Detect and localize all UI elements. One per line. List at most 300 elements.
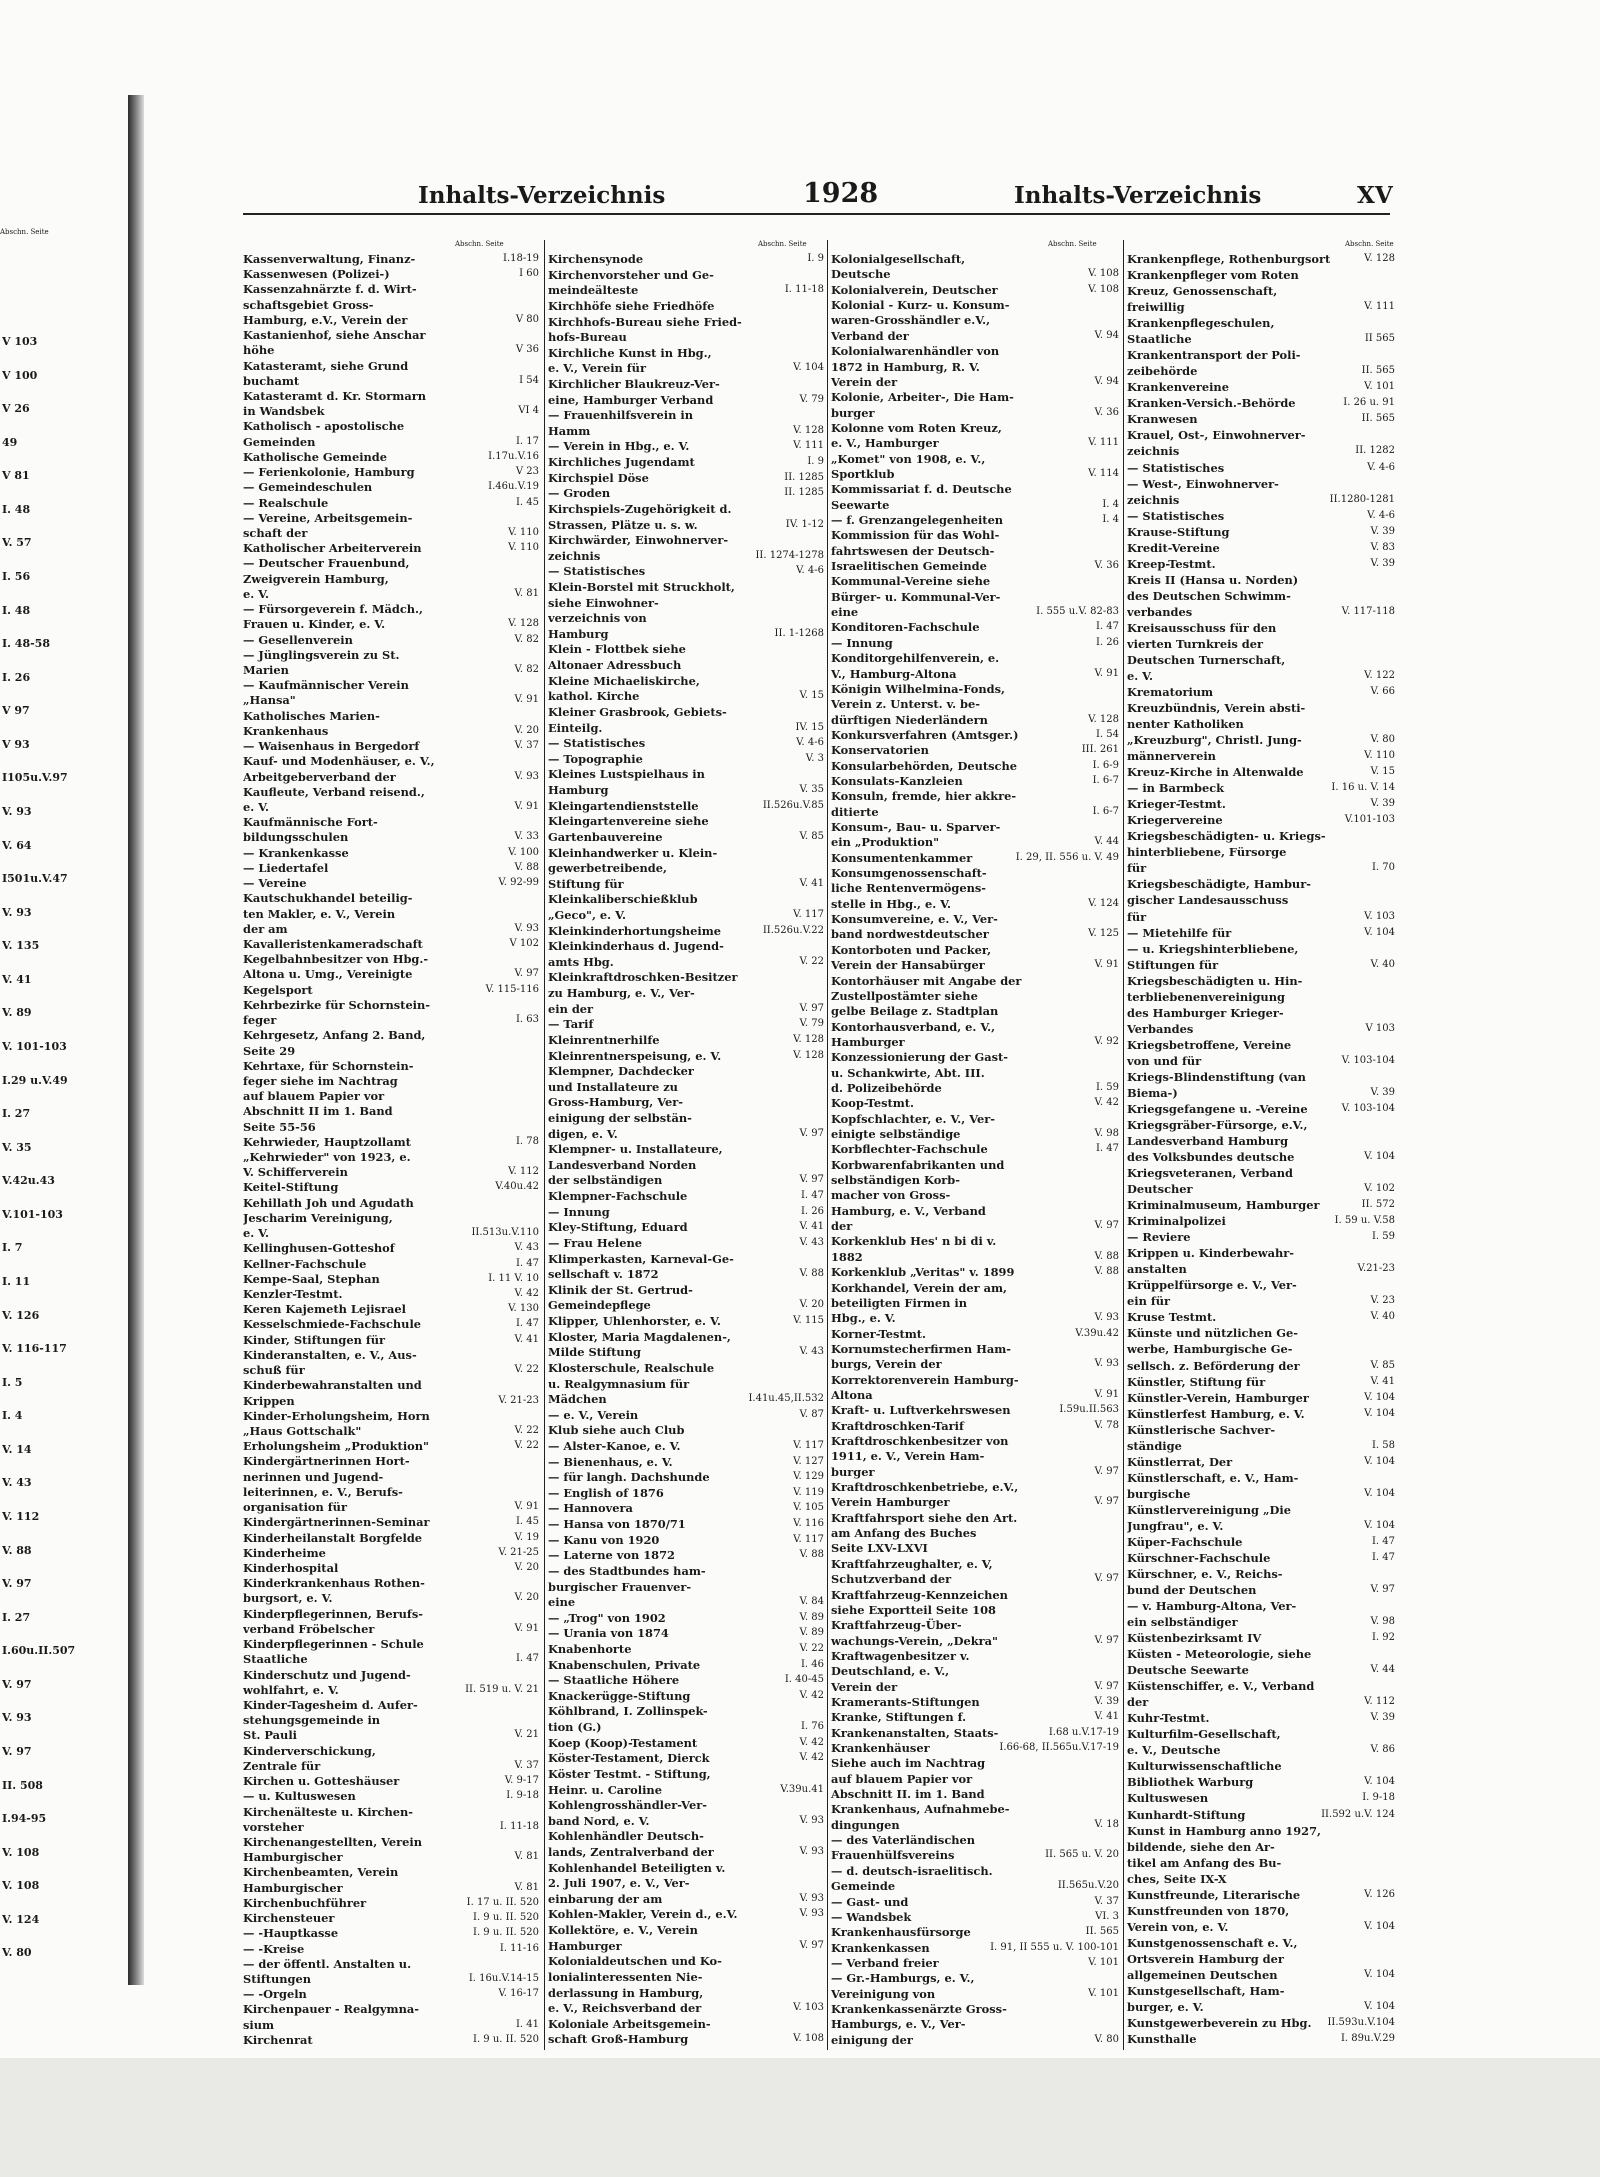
index-entry xyxy=(548,846,824,860)
entry-term: Kaufleute, Verband reisend., xyxy=(243,784,425,799)
index-entry xyxy=(548,377,824,391)
entry-term: Kraftfahrzeug-Über- xyxy=(831,1618,962,1633)
entry-term: Kontorhäuser mit Angabe der xyxy=(831,973,1022,988)
index-entry xyxy=(831,1664,1119,1678)
index-entry xyxy=(548,1720,824,1734)
index-entry xyxy=(831,774,1119,788)
index-entry xyxy=(243,1348,539,1362)
index-entry xyxy=(243,1104,539,1118)
left-page-ref: 49 xyxy=(2,435,18,449)
index-entry xyxy=(831,390,1119,404)
entry-page-ref: II.526u.V.85 xyxy=(760,799,824,813)
entry-term: — West-, Einwohnerver- xyxy=(1127,476,1279,491)
entry-term: zeichnis xyxy=(1127,444,1180,459)
entry-term: Kinder-Tagesheim d. Aufer- xyxy=(243,1697,418,1712)
index-entry xyxy=(548,1986,824,2000)
entry-term: Küstenbezirksamt IV xyxy=(1127,1631,1262,1646)
index-entry xyxy=(1127,1727,1395,1741)
entry-page-ref: V. 22 xyxy=(511,1424,539,1438)
index-entry xyxy=(243,1744,539,1758)
entry-term: Frauenhülfsvereins xyxy=(831,1848,955,1863)
entry-page-ref: V. 21 xyxy=(511,1728,539,1742)
index-entry xyxy=(831,559,1119,573)
entry-page-ref: V. 22 xyxy=(511,1363,539,1377)
index-entry xyxy=(1127,605,1395,619)
index-entry xyxy=(1127,781,1395,795)
index-entry xyxy=(548,1783,824,1797)
col-header: Abschn. Seite xyxy=(758,240,807,248)
index-entry xyxy=(831,1327,1119,1341)
entry-page-ref: V. 35 xyxy=(796,783,824,797)
entry-page-ref: V 36 xyxy=(513,343,539,357)
entry-term: ein für xyxy=(1127,1294,1171,1309)
index-entry xyxy=(831,1250,1119,1264)
index-entry xyxy=(243,967,539,981)
entry-page-ref: I. 91, II 555 u. V. 100-101 xyxy=(987,1941,1119,1955)
entry-page-ref: V. 104 xyxy=(1361,926,1395,940)
index-entry xyxy=(548,1658,824,1672)
index-entry xyxy=(1127,461,1395,475)
index-entry xyxy=(1127,893,1395,907)
entry-page-ref: V. 88 xyxy=(1091,1265,1119,1279)
entry-term: Kunst in Hamburg anno 1927, xyxy=(1127,1823,1321,1838)
entry-term: Krankenpfleger vom Roten xyxy=(1127,268,1299,282)
entry-term: Milde Stiftung xyxy=(548,1345,641,1360)
entry-page-ref: V. 66 xyxy=(1367,685,1395,699)
index-entry xyxy=(548,1673,824,1687)
left-page-ref: I. 5 xyxy=(2,1375,23,1389)
entry-term: Katholische Gemeinde xyxy=(243,449,388,464)
index-entry xyxy=(1127,252,1395,266)
entry-term: Arbeitgeberverband der xyxy=(243,769,396,784)
index-entry xyxy=(831,1987,1119,2001)
entry-term: einigung der selbstän- xyxy=(548,1111,692,1125)
index-entry xyxy=(831,1787,1119,1801)
left-page-ref: I. 27 xyxy=(2,1107,31,1121)
entry-term: Kley-Stiftung, Eduard xyxy=(548,1220,688,1235)
index-entry xyxy=(1127,990,1395,1004)
entry-page-ref: V. 40 xyxy=(1367,958,1395,972)
entry-term: eine, Hamburger Verband xyxy=(548,392,714,407)
left-page-ref: V. 14 xyxy=(2,1442,32,1456)
entry-term: Kleingartendienststelle xyxy=(548,798,699,813)
index-entry xyxy=(831,1188,1119,1202)
entry-term: Hamburgischer xyxy=(243,1880,343,1895)
entry-term: fahrtswesen der Deutsch- xyxy=(831,543,995,558)
index-entry xyxy=(1127,1615,1395,1629)
index-entry xyxy=(243,1911,539,1925)
entry-page-ref: V. 97 xyxy=(1091,1219,1119,1233)
left-page-ref: V. 97 xyxy=(2,1577,32,1591)
left-page-ref: I.94-95 xyxy=(2,1812,47,1826)
index-entry xyxy=(1127,749,1395,763)
entry-term: Verbandes xyxy=(1127,1021,1194,1036)
index-entry xyxy=(548,1423,824,1437)
entry-term: am Anfang des Buches xyxy=(831,1526,977,1541)
index-entry xyxy=(831,1281,1119,1295)
index-entry xyxy=(548,1954,824,1968)
index-entry xyxy=(548,1470,824,1484)
index-entry xyxy=(1127,1054,1395,1068)
entry-term: Kauf- und Modenhäuser, e. V., xyxy=(243,754,435,769)
entry-term: Seite 55-56 xyxy=(243,1119,316,1134)
index-entry xyxy=(548,1564,824,1578)
entry-term: zu Hamburg, e. V., Ver- xyxy=(548,986,695,1000)
entry-page-ref: I. 9 xyxy=(804,252,824,266)
entry-term: Krankenhäuser xyxy=(831,1741,930,1755)
entry-page-ref: V. 42 xyxy=(796,1751,824,1765)
entry-term: Kunstfreunde, Literarische xyxy=(1127,1887,1301,1902)
entry-term: — Vereine, Arbeitsgemein- xyxy=(243,510,413,525)
entry-page-ref: V. 81 xyxy=(511,1881,539,1895)
index-entry xyxy=(831,252,1119,266)
entry-term: Kleingartenvereine siehe xyxy=(548,814,709,829)
entry-page-ref: V. 20 xyxy=(511,1591,539,1605)
entry-page-ref: I.68 u.V.17-19 xyxy=(1046,1726,1119,1740)
index-entry xyxy=(831,1434,1119,1448)
header-rule xyxy=(243,213,1390,215)
entry-term: Kommission für das Wohl- xyxy=(831,528,1000,543)
entry-page-ref: V. 97 xyxy=(796,1002,824,1016)
entry-term: Kolonial - Kurz- u. Konsum- xyxy=(831,298,1010,313)
entry-page-ref: I. 555 u.V. 82-83 xyxy=(1033,605,1119,619)
entry-term: Abschnitt II im 1. Band xyxy=(243,1104,393,1119)
entry-term: Strassen, Plätze u. s. w. xyxy=(548,517,698,532)
entry-term: der xyxy=(831,1219,853,1234)
index-entry xyxy=(1127,541,1395,555)
index-entry xyxy=(1127,1647,1395,1661)
entry-term: Kulturwissenschaftliche xyxy=(1127,1759,1282,1774)
index-entry xyxy=(243,724,539,738)
entry-page-ref: V. 104 xyxy=(1361,2000,1395,2014)
entry-term: Kultuswesen xyxy=(1127,1791,1209,1806)
entry-term: feger siehe im Nachtrag xyxy=(243,1073,398,1088)
entry-page-ref: V. 22 xyxy=(511,1439,539,1453)
entry-term: Kranke, Stiftungen f. xyxy=(831,1710,967,1725)
index-entry xyxy=(243,1165,539,1179)
entry-term: e. V., Hamburger xyxy=(831,436,939,451)
entry-term: dürftigen Niederländern xyxy=(831,712,988,727)
column-divider xyxy=(1123,240,1124,2050)
index-entry xyxy=(831,2002,1119,2016)
index-entry xyxy=(1127,1166,1395,1180)
left-page-ref: V 97 xyxy=(2,704,30,718)
entry-term: höhe xyxy=(243,343,275,358)
index-entry xyxy=(1127,2032,1395,2046)
entry-term: — Statistisches xyxy=(548,564,646,579)
index-entry xyxy=(1127,717,1395,731)
index-entry xyxy=(243,1850,539,1864)
entry-term: gelbe Beilage z. Stadtplan xyxy=(831,1004,999,1019)
entry-page-ref: V. 4-6 xyxy=(1364,509,1395,523)
index-entry xyxy=(831,1142,1119,1156)
entry-term: und Installateure zu xyxy=(548,1079,678,1094)
index-entry xyxy=(548,908,824,922)
index-entry xyxy=(1127,1342,1395,1356)
entry-page-ref: V. 117-118 xyxy=(1339,605,1395,619)
index-entry xyxy=(831,866,1119,880)
index-entry xyxy=(548,549,824,563)
index-entry xyxy=(548,1829,824,1843)
index-entry xyxy=(831,1848,1119,1862)
entry-term: Kinderkrankenhaus Rothen- xyxy=(243,1576,425,1591)
entry-term: Gemeinden xyxy=(243,434,316,449)
index-entry xyxy=(243,465,539,479)
entry-term: Kindergärtnerinnen Hort- xyxy=(243,1454,410,1469)
entry-term: ein „Produktion" xyxy=(831,835,940,850)
index-entry xyxy=(548,1501,824,1515)
index-entry xyxy=(831,1941,1119,1955)
entry-term: buchamt xyxy=(243,373,300,388)
entry-term: Kriminalmuseum, Hamburger xyxy=(1127,1198,1320,1213)
index-entry xyxy=(548,955,824,969)
index-entry xyxy=(548,799,824,813)
entry-term: Kraftdroschkenbesitzer von xyxy=(831,1434,1009,1448)
entry-term: Kesselschmiede-Fachschule xyxy=(243,1317,422,1332)
index-entry xyxy=(831,620,1119,634)
entry-term: Kirchwärder, Einwohnerver- xyxy=(548,533,729,548)
entry-term: — Staatliche Höhere xyxy=(548,1673,680,1688)
entry-term: Altonaer Adressbuch xyxy=(548,658,682,673)
entry-page-ref: V. 91 xyxy=(511,693,539,707)
index-entry xyxy=(548,1049,824,1063)
index-entry xyxy=(1127,396,1395,410)
entry-term: Landesverband Hamburg xyxy=(1127,1134,1289,1148)
index-entry xyxy=(548,970,824,984)
entry-term: Kavalleristenkameradschaft xyxy=(243,936,423,951)
entry-term: schaftsgebiet Gross- xyxy=(243,297,374,312)
entry-term: Kredit-Vereine xyxy=(1127,540,1220,555)
book-gutter xyxy=(128,95,144,1985)
entry-term: Kinderverschickung, xyxy=(243,1743,376,1758)
entry-page-ref: V. 108 xyxy=(1085,267,1119,281)
entry-term: Kirchensynode xyxy=(548,252,644,266)
entry-term: Korner-Testmt. xyxy=(831,1326,926,1341)
entry-term: Künstlervereinigung „Die xyxy=(1127,1502,1291,1517)
entry-term: — Innung xyxy=(548,1204,610,1219)
entry-term: — e. V., Verein xyxy=(548,1407,639,1422)
entry-page-ref: V. 97 xyxy=(1367,1583,1395,1597)
entry-term: in Wandsbek xyxy=(243,404,325,419)
entry-term: Korkhandel, Verein der am, xyxy=(831,1280,1007,1295)
entry-term: gewerbetreibende, xyxy=(548,861,667,876)
index-entry xyxy=(1127,1278,1395,1292)
entry-term: „Hansa" xyxy=(243,693,296,708)
entry-term: — Kanu von 1920 xyxy=(548,1532,660,1547)
entry-term: terbliebenenvereinigung xyxy=(1127,989,1285,1004)
entry-term: Gross-Hamburg, Ver- xyxy=(548,1095,683,1110)
entry-term: auf blauem Papier vor xyxy=(243,1089,385,1104)
index-entry xyxy=(243,1180,539,1194)
entry-term: Hamburg xyxy=(548,626,609,641)
index-entry xyxy=(831,1603,1119,1617)
entry-term: Verein z. Unterst. v. be- xyxy=(831,697,980,712)
index-entry xyxy=(831,1158,1119,1172)
entry-term: Erholungsheim „Produktion" xyxy=(243,1439,429,1454)
entry-page-ref: V. 41 xyxy=(1091,1710,1119,1724)
index-entry xyxy=(548,674,824,688)
left-page-ref: V. 112 xyxy=(2,1510,40,1523)
index-entry xyxy=(243,1942,539,1956)
entry-page-ref: V. 108 xyxy=(790,2032,824,2046)
index-entry xyxy=(831,1741,1119,1755)
entry-page-ref: V. 104 xyxy=(1361,1407,1395,1421)
index-entry xyxy=(1127,428,1395,442)
index-entry xyxy=(831,1173,1119,1187)
entry-term: Klempner- u. Installateure, xyxy=(548,1142,723,1157)
index-entry xyxy=(548,658,824,672)
index-entry xyxy=(548,1814,824,1828)
index-entry xyxy=(831,528,1119,542)
entry-term: Marien xyxy=(243,662,289,677)
index-entry xyxy=(831,1449,1119,1463)
index-entry xyxy=(243,1120,539,1134)
index-entry xyxy=(548,1127,824,1141)
index-entry xyxy=(1127,653,1395,667)
page-title-left: Inhalts-Verzeichnis xyxy=(418,182,666,209)
index-entry xyxy=(548,1923,824,1937)
entry-term: hinterbliebene, Fürsorge xyxy=(1127,845,1287,860)
entry-term: Kloster, Maria Magdalenen-, xyxy=(548,1329,731,1344)
index-entry xyxy=(243,678,539,692)
index-entry xyxy=(548,814,824,828)
entry-page-ref: V. 112 xyxy=(505,1165,539,1179)
entry-page-ref: I 54 xyxy=(516,374,539,388)
entry-term: — Realschule xyxy=(243,495,329,510)
index-entry xyxy=(831,2017,1119,2031)
entry-term: Kirchen u. Gotteshäuser xyxy=(243,1774,400,1788)
index-entry xyxy=(831,743,1119,757)
index-entry xyxy=(831,1802,1119,1816)
entry-page-ref: V. 37 xyxy=(511,739,539,753)
entry-page-ref: V. 36 xyxy=(1091,559,1119,573)
entry-term: Klosterschule, Realschule xyxy=(548,1360,715,1375)
entry-page-ref: V. 39 xyxy=(1367,1086,1395,1100)
entry-term: — Wandsbek xyxy=(831,1909,912,1924)
entry-term: des Volksbundes deutsche xyxy=(1127,1150,1295,1164)
index-entry xyxy=(831,1756,1119,1770)
index-entry xyxy=(831,1342,1119,1356)
entry-term: — English of 1876 xyxy=(548,1485,664,1500)
entry-page-ref: I.59u.II.563 xyxy=(1056,1403,1119,1417)
entry-term: des Deutschen Schwimm- xyxy=(1127,588,1291,603)
index-entry xyxy=(1127,573,1395,587)
entry-term: Kolonie, Arbeiter-, Die Ham- xyxy=(831,390,1014,405)
entry-term: ein der xyxy=(548,1001,594,1016)
entry-term: verzeichnis von xyxy=(548,611,647,626)
entry-term: — d. deutsch-israelitisch. xyxy=(831,1863,993,1878)
index-entry xyxy=(831,1541,1119,1555)
entry-term: Kulturfilm-Gesellschaft, xyxy=(1127,1727,1281,1742)
entry-term: macher von Gross- xyxy=(831,1188,951,1203)
left-page-ref: V. 88 xyxy=(2,1543,32,1557)
entry-term: Knabenschulen, Private xyxy=(548,1657,701,1672)
entry-term: Deutschen Turnerschaft, xyxy=(1127,652,1286,667)
index-entry xyxy=(548,268,824,282)
index-entry xyxy=(548,486,824,500)
entry-term: Konsumentenkammer xyxy=(831,850,973,865)
entry-page-ref: V. 91 xyxy=(1091,958,1119,972)
entry-term: Konsulats-Kanzleien xyxy=(831,773,963,788)
entry-term: Kohlengrosshändler-Ver- xyxy=(548,1798,707,1813)
entry-term: Hamm xyxy=(548,423,591,438)
left-page-ref: V. 126 xyxy=(2,1308,40,1322)
entry-term: Jungfrau", e. V. xyxy=(1127,1518,1224,1533)
entry-term: meindeälteste xyxy=(548,283,639,298)
index-entry xyxy=(548,736,824,750)
entry-term: Kommissariat f. d. Deutsche xyxy=(831,482,1012,497)
entry-page-ref: V. 85 xyxy=(796,830,824,844)
index-entry xyxy=(1127,669,1395,683)
index-entry xyxy=(831,1127,1119,1141)
entry-page-ref: V. 18 xyxy=(1091,1818,1119,1832)
index-entry xyxy=(548,689,824,703)
entry-page-ref: V. 44 xyxy=(1367,1663,1395,1677)
entry-page-ref: V. 103-104 xyxy=(1339,1054,1395,1068)
entry-term: Kirchspiel Döse xyxy=(548,470,649,485)
entry-term: — Urania von 1874 xyxy=(548,1626,669,1641)
entry-term: e. V., Verein für xyxy=(548,361,646,376)
entry-page-ref: V. 111 xyxy=(1085,436,1119,450)
entry-term: organisation für xyxy=(243,1500,347,1515)
index-entry xyxy=(243,1820,539,1834)
entry-page-ref: V. 111 xyxy=(790,439,824,453)
entry-page-ref: V. 15 xyxy=(796,689,824,703)
entry-term: Küper-Fachschule xyxy=(1127,1534,1243,1549)
index-entry xyxy=(243,2002,539,2016)
index-entry xyxy=(831,835,1119,849)
index-entry xyxy=(243,1470,539,1484)
index-entry xyxy=(831,912,1119,926)
col-header: Abschn. Seite xyxy=(1345,240,1394,248)
entry-page-ref: V. 122 xyxy=(1361,669,1395,683)
index-entry xyxy=(1127,926,1395,940)
entry-page-ref: V. 97 xyxy=(1091,1680,1119,1694)
entry-term: Kinderheilanstalt Borgfelde xyxy=(243,1530,423,1545)
index-entry xyxy=(243,1378,539,1392)
index-entry xyxy=(548,1189,824,1203)
entry-term: — Hannovera xyxy=(548,1501,633,1516)
page-year: 1928 xyxy=(803,178,879,209)
entry-term: von und für xyxy=(1127,1053,1202,1068)
entry-term: Kunstgenossenschaft e. V., xyxy=(1127,1935,1298,1950)
entry-term: Kinderpflegerinnen - Schule xyxy=(243,1637,424,1652)
index-entry xyxy=(1127,1920,1395,1934)
entry-term: Kindergärtnerinnen-Seminar xyxy=(243,1515,430,1530)
entry-term: ten Makler, e. V., Verein xyxy=(243,906,396,921)
entry-page-ref: V. 20 xyxy=(511,724,539,738)
entry-term: Knabenhorte xyxy=(548,1641,632,1656)
index-entry xyxy=(243,1622,539,1636)
index-entry xyxy=(243,998,539,1012)
index-entry xyxy=(243,389,539,403)
index-entry xyxy=(1127,300,1395,314)
index-entry xyxy=(548,1533,824,1547)
index-entry xyxy=(243,1074,539,1088)
entry-term: Kleinrentnerhilfe xyxy=(548,1032,660,1047)
entry-term: Klinik der St. Gertrud- xyxy=(548,1282,693,1297)
entry-term: feger xyxy=(243,1013,277,1027)
entry-page-ref: V. 98 xyxy=(1367,1615,1395,1629)
entry-term: Kellner-Fachschule xyxy=(243,1256,367,1271)
index-entry xyxy=(243,343,539,357)
entry-page-ref: V. 37 xyxy=(511,1759,539,1773)
entry-term: Bürger- u. Kommunal-Ver- xyxy=(831,589,1001,604)
entry-term: lands, Zentralverband der xyxy=(548,1845,714,1859)
entry-page-ref: V. 41 xyxy=(1367,1375,1395,1389)
entry-term: Konsum-, Bau- u. Sparver- xyxy=(831,820,1001,834)
index-entry xyxy=(1127,2016,1395,2030)
